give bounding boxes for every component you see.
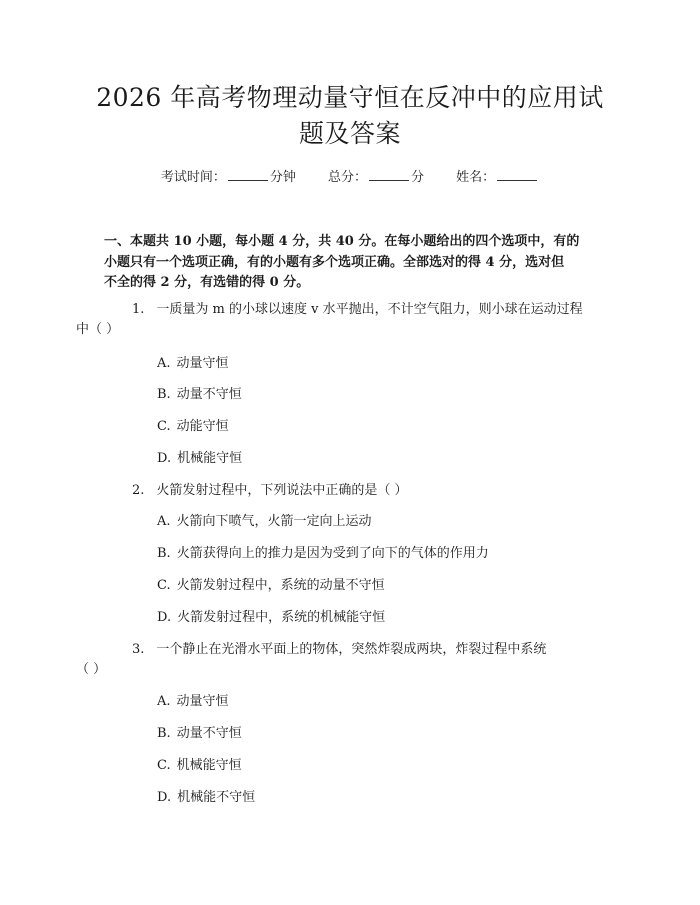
question-1 — [76, 300, 598, 340]
question-3-option-a — [157, 692, 229, 712]
option-text: 机械能守恒 — [177, 451, 243, 466]
question-2-option-c — [157, 576, 385, 596]
question-3-option-c — [157, 756, 242, 776]
option-letter: B. — [157, 546, 171, 561]
exam-title-line2: 题及答案 — [298, 119, 401, 148]
question-text-line1: 一质量为 m 的小球以速度 v 水平抛出，不计空气阻力，则小球在运动过程 — [156, 302, 583, 317]
option-text: 火箭发射过程中，系统的机械能守恒 — [177, 610, 386, 625]
name-field — [456, 170, 539, 185]
exam-time-label: 考试时间： — [160, 170, 226, 185]
option-text: 火箭发射过程中，系统的动量不守恒 — [176, 578, 385, 593]
question-text-line2: 中（ ） — [76, 322, 120, 337]
total-score-label: 总分： — [327, 170, 367, 185]
option-letter: C. — [157, 578, 171, 593]
total-score-field — [328, 170, 428, 185]
question-3-option-b — [157, 724, 242, 744]
question-text-line2: （ ） — [76, 662, 107, 677]
question-2-option-b — [157, 544, 489, 564]
exam-title — [90, 80, 610, 152]
section-instructions-line2: 小题只有一个选项正确，有的小题有多个选项正确。全部选对的得 4 分，选对但 — [104, 254, 565, 270]
question-text-line1: 一个静止在光滑水平面上的物体，突然炸裂成两块，炸裂过程中系统 — [156, 642, 547, 657]
question-1-option-b — [157, 385, 242, 405]
option-text: 动能守恒 — [176, 419, 229, 434]
name-label: 姓名： — [456, 170, 496, 185]
option-text: 动量不守恒 — [176, 726, 242, 741]
name-blank — [497, 168, 537, 181]
section-instructions-line1: 一、本题共 10 小题，每小题 4 分，共 40 分。在每小题给出的四个选项中，有的 — [104, 234, 580, 249]
exam-time-blank — [228, 168, 268, 181]
option-letter: B. — [157, 387, 171, 402]
question-3-option-d — [157, 788, 255, 808]
exam-time-field — [161, 170, 300, 185]
section-instructions — [104, 232, 598, 294]
option-letter: A. — [157, 356, 171, 371]
total-score-blank — [369, 168, 409, 181]
option-text: 动量守恒 — [176, 356, 229, 371]
option-text: 机械能守恒 — [176, 758, 242, 773]
option-letter: A. — [157, 514, 171, 529]
question-number: 1. — [132, 302, 145, 317]
option-text: 火箭获得向上的推力是因为受到了向下的气体的作用力 — [176, 546, 489, 561]
question-1-option-a — [157, 354, 229, 374]
question-3 — [76, 640, 598, 680]
option-letter: B. — [157, 726, 171, 741]
option-text: 机械能不守恒 — [177, 790, 256, 805]
question-2 — [104, 481, 598, 501]
option-letter: C. — [157, 758, 171, 773]
question-number: 3. — [132, 642, 145, 657]
exam-meta — [0, 168, 700, 188]
option-text: 火箭向下喷气，火箭一定向上运动 — [176, 514, 372, 529]
question-2-option-a — [157, 512, 372, 532]
exam-title-line1: 2026 年高考物理动量守恒在反冲中的应用试 — [96, 83, 604, 112]
question-text-line1: 火箭发射过程中，下列说法中正确的是（ ） — [156, 483, 408, 498]
option-text: 动量守恒 — [176, 694, 229, 709]
section-instructions-line3: 不全的得 2 分，有选错的得 0 分。 — [104, 275, 310, 290]
option-letter: D. — [157, 610, 172, 625]
option-letter: D. — [157, 790, 172, 805]
question-1-option-d — [157, 449, 242, 469]
option-letter: A. — [157, 694, 171, 709]
option-letter: D. — [157, 451, 172, 466]
question-number: 2. — [132, 483, 145, 498]
option-letter: C. — [157, 419, 171, 434]
option-text: 动量不守恒 — [176, 387, 242, 402]
question-2-option-d — [157, 608, 385, 628]
exam-time-unit: 分钟 — [269, 170, 296, 185]
question-1-option-c — [157, 417, 229, 437]
total-score-unit: 分 — [411, 170, 425, 185]
